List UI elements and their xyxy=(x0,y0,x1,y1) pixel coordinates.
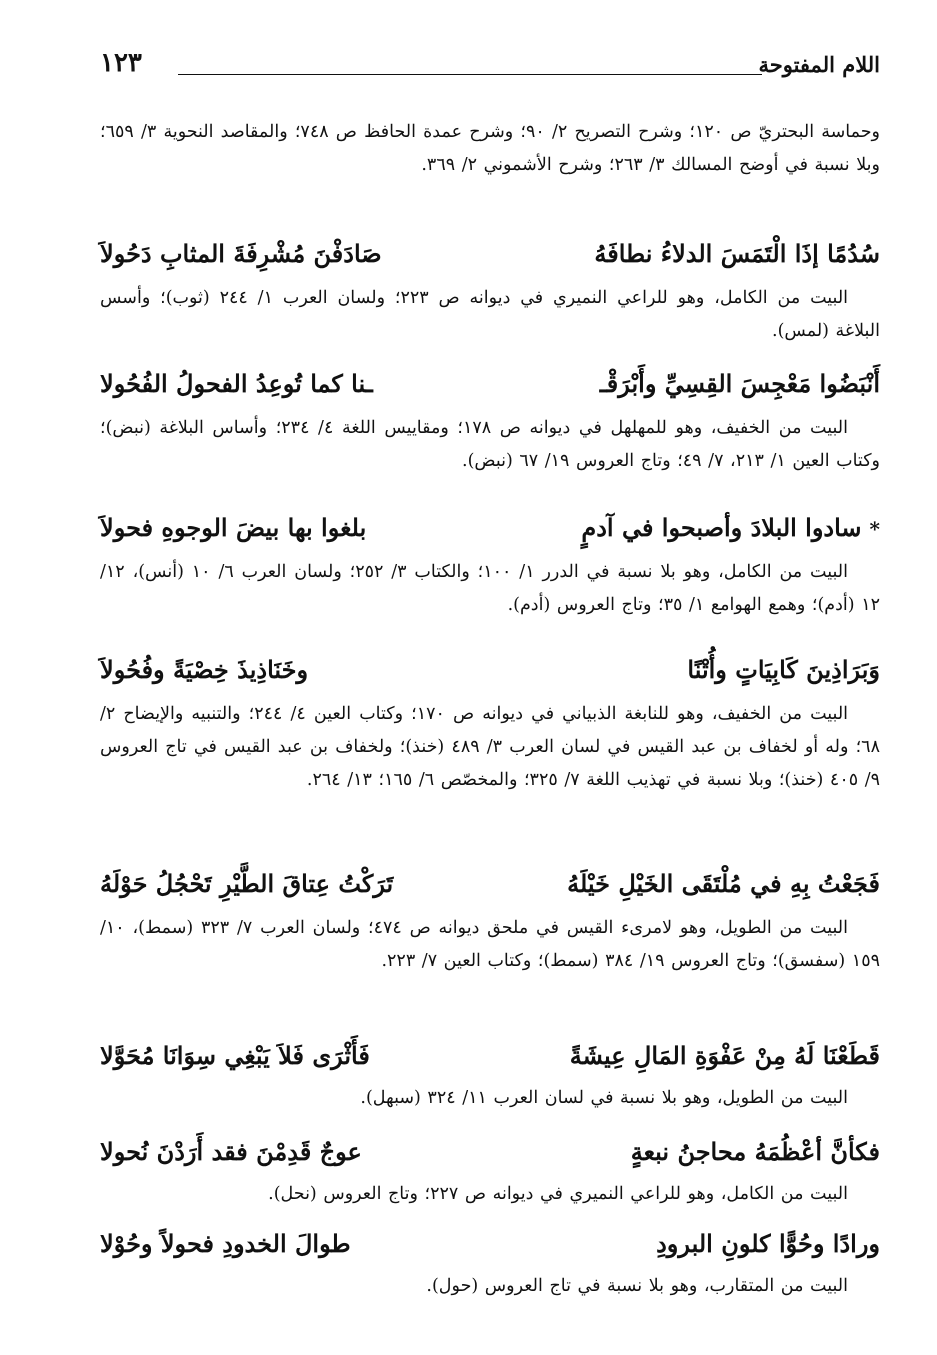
second-hemistich: تَرَكْتُ عِتاقَ الطَّيْرِ تَحْجُلُ حَوْلَهُ xyxy=(100,869,394,898)
verse-line xyxy=(100,362,880,406)
verse-line xyxy=(100,648,880,692)
first-hemistich-text: سادوا البلادَ وأصبحوا في آدمٍ xyxy=(581,512,862,542)
second-hemistich: ـنا كما تُوعِدُ الفحولُ الفُحُولا xyxy=(100,369,373,398)
verse-line xyxy=(100,1034,880,1078)
page-header xyxy=(100,48,880,92)
verse-note: البيت من الكامل، وهو للراعي النميري في ديوانه ص ٢٢٣؛ ولسان العرب ١/ ٢٤٤ (ثوب)؛ وأسس البلاغة (لمس). xyxy=(100,288,880,341)
second-hemistich: فَأَثْرَى فَلاَ يَبْغِي سِوَانَا مُحَوَّلا xyxy=(100,1041,370,1070)
verse-note: البيت من الخفيف، وهو للنابغة الذبياني في ديوانه ص ١٧٠؛ وكتاب العين ٤/ ٢٤٤؛ والتنبيه والإيضاح ٢/ ٦٨؛ وله أو لخفاف بن عبد القيس في لسان العرب ٣/ ٤٨٩ (خنذ)؛ ولخفاف بن عبد القيس في تاج العروس ٩/ ٤٠٥ (خنذ)؛ وبلا نسبة في تهذيب اللغة ٧/ ٣٢٥؛ والمخصّص ٦/ ١٦٥؛ ١٣/ ٢٦٤. xyxy=(100,704,880,790)
first-hemistich: فكأنَّ أعْظُمَهُ محاجنُ نبعةٍ xyxy=(630,1137,880,1166)
second-hemistich: طوالَ الخدودِ فحولاً وحُوْلا xyxy=(100,1229,351,1258)
intro-note-block xyxy=(100,116,880,182)
verse-line xyxy=(100,232,880,276)
second-hemistich: وخَنَاذِيذَ خِصْيَةً وفُحُولاَ xyxy=(100,655,309,684)
first-hemistich: أَنْبَضُوا مَعْجِسَ القِسِيِّ وأَبْرَقْـ xyxy=(599,369,880,398)
asterisk-marker: * xyxy=(869,516,880,541)
page-number: ١٢٣ xyxy=(100,48,142,78)
second-hemistich: عوجٌ قَدِمْنَ فقد أَرَدْنَ نُحولا xyxy=(100,1137,362,1166)
verse-entry-1 xyxy=(100,232,880,348)
verse-line xyxy=(100,506,880,550)
verse-note: البيت من الكامل، وهو بلا نسبة في الدرر ١/ ١٠٠؛ والكتاب ٣/ ٢٥٢؛ ولسان العرب ٦/ ١٠ (أنس)، ١٢/ ١٢ (أدم)؛ وهمع الهوامع ١/ ٣٥؛ وتاج العروس (أدم). xyxy=(100,562,880,615)
first-hemistich: سُدُمًا إذَا الْتَمَسَ الدلاءُ نطافَهُ xyxy=(594,239,880,268)
first-hemistich: قَطَعْنَا لَهُ مِنْ عَفْوَةِ المَالِ عِيشَةً xyxy=(569,1041,880,1070)
second-hemistich: صَادَفْنَ مُشْرِفَةَ المثابِ دَحُولاَ xyxy=(100,239,382,268)
verse-line xyxy=(100,862,880,906)
verse-entry-6 xyxy=(100,1034,880,1115)
intro-note: وحماسة البحتريّ ص ١٢٠؛ وشرح التصريح ٢/ ٩٠؛ وشرح عمدة الحافظ ص ٧٤٨؛ والمقاصد النحوية ٣/ ٦٥٩؛ وبلا نسبة في أوضح المسالك ٣/ ٢٦٣؛ وشرح الأشموني ٢/ ٣٦٩. xyxy=(100,122,880,175)
verse-note: البيت من الخفيف، وهو للمهلهل في ديوانه ص ١٧٨؛ ومقاييس اللغة ٤/ ٢٣٤؛ وأساس البلاغة (نبض)؛ وكتاب العين ١/ ٢١٣، ٧/ ٤٩؛ وتاج العروس ١٩/ ٦٧ (نبض). xyxy=(100,418,880,471)
first-hemistich: فَجَعْتُ بِهِ في مُلْتَقَى الخَيْلِ خَيْلَهُ xyxy=(567,869,880,898)
second-hemistich: بلغوا بها بيضَ الوجوهِ فحولاَ xyxy=(100,513,367,542)
verse-entry-3 xyxy=(100,506,880,622)
verse-line xyxy=(100,1130,880,1174)
first-hemistich: وَبَرَاذِينَ كَابِيَاتٍ وأُتْنًا xyxy=(687,655,880,684)
first-hemistich xyxy=(581,506,880,551)
verse-entry-7 xyxy=(100,1130,880,1211)
header-rule xyxy=(178,74,762,75)
verse-line xyxy=(100,1222,880,1266)
first-hemistich: ورادًا وحُوًّا كلونِ البرودِ xyxy=(656,1229,880,1258)
verse-entry-5 xyxy=(100,862,880,978)
verse-entry-8 xyxy=(100,1222,880,1303)
verse-note: البيت من الطويل، وهو بلا نسبة في لسان العرب ١١/ ٣٢٤ (سبهل). xyxy=(360,1088,848,1108)
running-title: اللام المفتوحة xyxy=(758,52,880,77)
verse-entry-2 xyxy=(100,362,880,478)
verse-note: البيت من الكامل، وهو للراعي النميري في ديوانه ص ٢٢٧؛ وتاج العروس (نحل). xyxy=(268,1184,848,1204)
verse-note: البيت من الطويل، وهو لامرىء القيس في ملحق ديوانه ص ٤٧٤؛ ولسان العرب ٧/ ٣٢٣ (سمط)، ١٠/ ١٥٩ (سفسق)؛ وتاج العروس ١٩/ ٣٨٤ (سمط)؛ وكتاب العين ٧/ ٢٢٣. xyxy=(100,918,880,971)
verse-note: البيت من المتقارب، وهو بلا نسبة في تاج العروس (حول). xyxy=(426,1276,848,1296)
verse-entry-4 xyxy=(100,648,880,797)
